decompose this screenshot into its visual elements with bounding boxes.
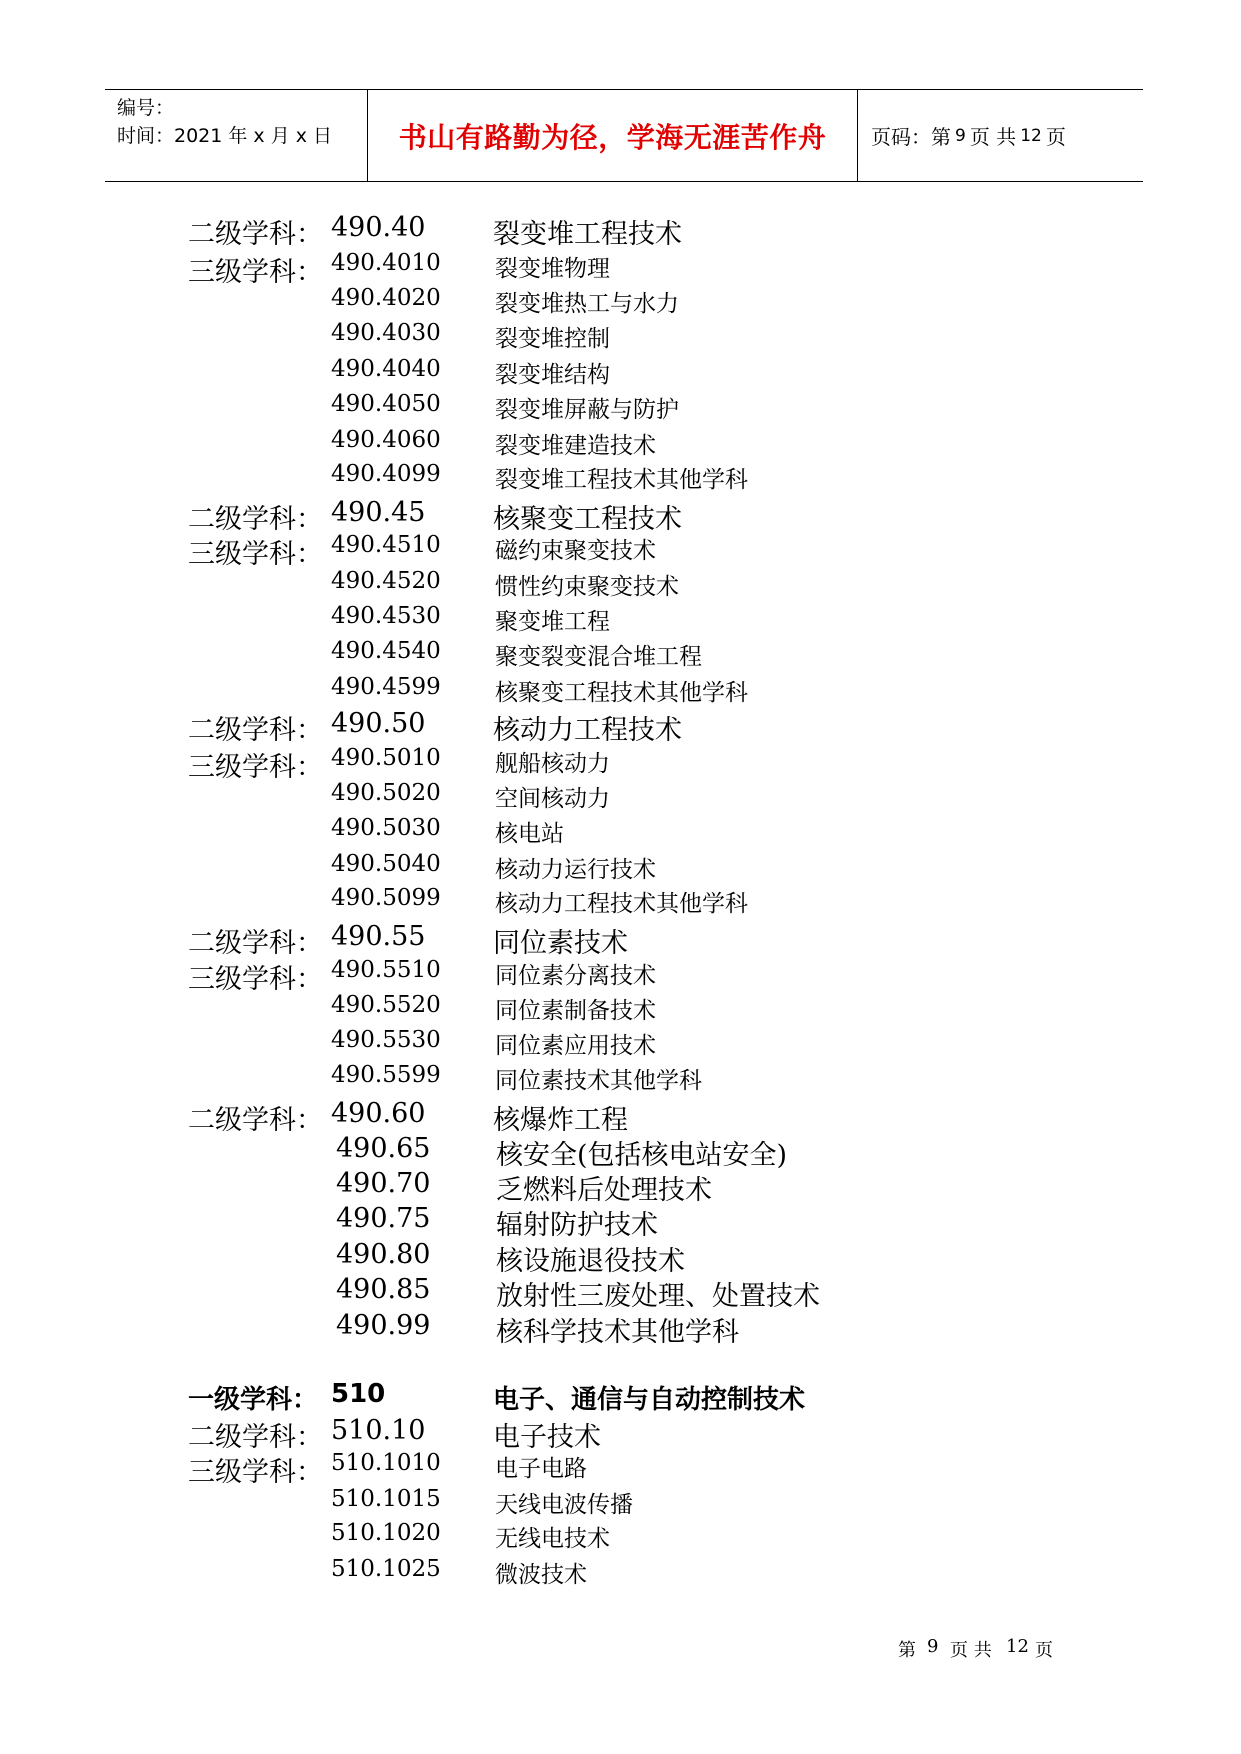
footer-current: 9 bbox=[927, 1636, 939, 1657]
document-time-label: 时间：2021 年 x 月 x 日 bbox=[117, 125, 333, 147]
discipline-name: 核聚变工程技术 bbox=[493, 504, 682, 535]
discipline-name: 空间核动力 bbox=[495, 786, 610, 812]
discipline-level-label: 二级学科： bbox=[188, 1105, 323, 1136]
discipline-name: 同位素技术其他学科 bbox=[495, 1068, 702, 1094]
discipline-name: 无线电技术 bbox=[495, 1526, 610, 1552]
discipline-code: 490.5040 bbox=[331, 851, 441, 877]
discipline-name: 磁约束聚变技术 bbox=[495, 538, 656, 564]
discipline-code: 490.4510 bbox=[331, 532, 441, 558]
discipline-name: 惯性约束聚变技术 bbox=[495, 574, 679, 600]
header-page-suffix: 页 bbox=[1045, 125, 1066, 149]
discipline-name: 辐射防护技术 bbox=[496, 1210, 658, 1241]
discipline-code: 490.55 bbox=[331, 921, 426, 952]
document-number-label: 编号： bbox=[117, 97, 175, 119]
discipline-name: 裂变堆结构 bbox=[495, 362, 610, 388]
discipline-code: 490.50 bbox=[331, 708, 426, 739]
discipline-name: 裂变堆建造技术 bbox=[495, 433, 656, 459]
discipline-name: 聚变裂变混合堆工程 bbox=[495, 644, 702, 670]
discipline-code: 490.5099 bbox=[331, 885, 441, 911]
discipline-code: 510.1010 bbox=[331, 1450, 441, 1476]
discipline-level-label: 二级学科： bbox=[188, 715, 323, 746]
discipline-name: 同位素应用技术 bbox=[495, 1033, 656, 1059]
footer-total: 12 bbox=[1006, 1636, 1029, 1657]
discipline-code: 490.4060 bbox=[331, 427, 441, 453]
discipline-name: 核动力工程技术其他学科 bbox=[495, 891, 748, 917]
discipline-level-label: 二级学科： bbox=[188, 928, 323, 959]
discipline-name: 天线电波传播 bbox=[495, 1492, 633, 1518]
discipline-level-label: 二级学科： bbox=[188, 219, 323, 250]
discipline-level-label: 一级学科： bbox=[188, 1385, 319, 1415]
discipline-code: 490.5599 bbox=[331, 1062, 441, 1088]
discipline-level-label: 三级学科： bbox=[188, 1457, 323, 1488]
page-header bbox=[105, 89, 1143, 182]
header-meta-cell bbox=[105, 90, 368, 181]
discipline-name: 电子、通信与自动控制技术 bbox=[493, 1385, 806, 1415]
discipline-code: 490.45 bbox=[331, 497, 426, 528]
discipline-code: 490.5530 bbox=[331, 1027, 441, 1053]
discipline-name: 裂变堆工程技术 bbox=[493, 219, 682, 250]
discipline-code: 510.10 bbox=[331, 1415, 426, 1446]
discipline-code: 490.5510 bbox=[331, 957, 441, 983]
discipline-code: 490.85 bbox=[336, 1274, 431, 1305]
header-page-total: 12 bbox=[1020, 125, 1042, 146]
discipline-level-label: 三级学科： bbox=[188, 539, 323, 570]
discipline-name: 聚变堆工程 bbox=[495, 609, 610, 635]
discipline-code: 490.4040 bbox=[331, 356, 441, 382]
discipline-code: 490.5020 bbox=[331, 780, 441, 806]
discipline-name: 同位素分离技术 bbox=[495, 963, 656, 989]
footer-mid: 页 共 bbox=[950, 1640, 992, 1661]
discipline-name: 放射性三废处理、处置技术 bbox=[496, 1281, 820, 1312]
discipline-name: 同位素制备技术 bbox=[495, 998, 656, 1024]
discipline-code: 490.4530 bbox=[331, 603, 441, 629]
discipline-code: 490.5010 bbox=[331, 745, 441, 771]
header-page-current: 9 bbox=[955, 125, 966, 146]
discipline-code: 510.1015 bbox=[331, 1486, 441, 1512]
discipline-name: 核电站 bbox=[495, 821, 564, 847]
header-page-prefix: 页码：第 bbox=[871, 125, 951, 149]
discipline-code: 490.80 bbox=[336, 1239, 431, 1270]
discipline-code: 490.4520 bbox=[331, 568, 441, 594]
discipline-code: 490.4540 bbox=[331, 638, 441, 664]
discipline-code: 490.60 bbox=[331, 1098, 426, 1129]
discipline-name: 裂变堆控制 bbox=[495, 326, 610, 352]
discipline-name: 核动力运行技术 bbox=[495, 857, 656, 883]
discipline-name: 同位素技术 bbox=[493, 928, 628, 959]
discipline-name: 核聚变工程技术其他学科 bbox=[495, 680, 748, 706]
discipline-name: 核爆炸工程 bbox=[493, 1105, 628, 1136]
discipline-name: 核科学技术其他学科 bbox=[496, 1317, 739, 1348]
header-motto: 书山有路勤为径，学海无涯苦作舟 bbox=[368, 90, 858, 181]
discipline-name: 裂变堆屏蔽与防护 bbox=[495, 397, 679, 423]
discipline-name: 裂变堆热工与水力 bbox=[495, 291, 679, 317]
discipline-code: 510 bbox=[331, 1379, 386, 1409]
discipline-code: 490.4010 bbox=[331, 250, 441, 276]
header-page-indicator bbox=[858, 90, 1143, 181]
footer-prefix: 第 bbox=[898, 1640, 916, 1661]
discipline-code: 510.1025 bbox=[331, 1556, 441, 1582]
discipline-name: 电子技术 bbox=[493, 1422, 601, 1453]
discipline-level-label: 二级学科： bbox=[188, 1422, 323, 1453]
discipline-code: 490.70 bbox=[336, 1168, 431, 1199]
discipline-code: 490.40 bbox=[331, 212, 426, 243]
discipline-name: 微波技术 bbox=[495, 1562, 587, 1588]
discipline-level-label: 三级学科： bbox=[188, 752, 323, 783]
discipline-code: 490.4020 bbox=[331, 285, 441, 311]
discipline-code: 490.5520 bbox=[331, 992, 441, 1018]
discipline-code: 490.65 bbox=[336, 1133, 431, 1164]
discipline-code: 490.5030 bbox=[331, 815, 441, 841]
discipline-name: 裂变堆工程技术其他学科 bbox=[495, 467, 748, 493]
discipline-name: 乏燃料后处理技术 bbox=[496, 1175, 712, 1206]
discipline-level-label: 二级学科： bbox=[188, 504, 323, 535]
footer-suffix: 页 bbox=[1035, 1640, 1053, 1661]
discipline-level-label: 三级学科： bbox=[188, 257, 323, 288]
discipline-code: 510.1020 bbox=[331, 1520, 441, 1546]
discipline-name: 舰船核动力 bbox=[495, 751, 610, 777]
discipline-level-label: 三级学科： bbox=[188, 964, 323, 995]
discipline-code: 490.4030 bbox=[331, 320, 441, 346]
discipline-name: 核安全(包括核电站安全) bbox=[496, 1140, 788, 1171]
discipline-name: 裂变堆物理 bbox=[495, 256, 610, 282]
discipline-code: 490.4599 bbox=[331, 674, 441, 700]
discipline-name: 核动力工程技术 bbox=[493, 715, 682, 746]
discipline-name: 核设施退役技术 bbox=[496, 1246, 685, 1277]
discipline-code: 490.99 bbox=[336, 1310, 431, 1341]
discipline-code: 490.4099 bbox=[331, 461, 441, 487]
discipline-code: 490.4050 bbox=[331, 391, 441, 417]
discipline-name: 电子电路 bbox=[495, 1456, 587, 1482]
header-page-mid: 页 共 bbox=[969, 125, 1017, 149]
discipline-code: 490.75 bbox=[336, 1203, 431, 1234]
